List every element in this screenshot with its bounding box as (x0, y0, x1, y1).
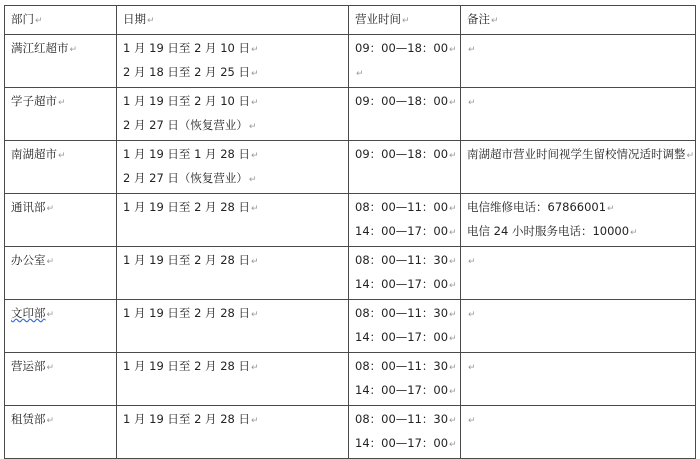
paragraph-mark-icon: ↵ (251, 45, 259, 55)
date-range: 1 月 19 日至 2 月 28 日 (123, 306, 250, 320)
business-hours: 14：00—17：00 (355, 383, 449, 397)
note-text: 电信 24 小时服务电话：10000 (467, 224, 630, 238)
paragraph-mark-icon: ↵ (402, 16, 410, 26)
note-text-line (467, 357, 695, 381)
paragraph-mark-icon: ↵ (251, 257, 259, 267)
paragraph-mark-icon: ↵ (630, 228, 638, 238)
business-hours-line (355, 222, 460, 246)
business-hours-line (355, 198, 460, 222)
paragraph-mark-icon: ↵ (251, 363, 259, 373)
business-hours: 14：00—17：00 (355, 436, 449, 450)
hours-cell (349, 194, 461, 247)
paragraph-mark-icon: ↵ (686, 151, 695, 161)
note-text-line (467, 410, 695, 434)
table-row (5, 406, 696, 459)
dept-cell (5, 88, 117, 141)
dept-name: 文印部 (11, 306, 46, 320)
header-cell-dept (5, 6, 117, 35)
date-range-line (123, 145, 348, 169)
date-range-line (123, 39, 348, 63)
hours-cell (349, 247, 461, 300)
note-text-line (467, 92, 695, 116)
date-cell (117, 35, 349, 88)
paragraph-mark-icon: ↵ (46, 363, 55, 373)
paragraph-mark-icon: ↵ (58, 98, 66, 108)
business-hours: 08：00—11：30 (355, 359, 449, 373)
paragraph-mark-icon: ↵ (251, 310, 259, 320)
note-cell (461, 406, 696, 459)
paragraph-mark-icon: ↵ (69, 45, 78, 55)
header-row (5, 6, 696, 35)
date-range-line (123, 63, 348, 87)
paragraph-mark-icon: ↵ (607, 204, 615, 214)
dept-name-line (11, 410, 116, 434)
paragraph-mark-icon: ↵ (46, 310, 55, 320)
dept-name: 办公室 (11, 253, 46, 267)
business-hours: 08：00—11：30 (355, 412, 449, 426)
note-text-line (467, 145, 695, 169)
paragraph-mark-icon: ↵ (449, 416, 457, 426)
date-cell (117, 406, 349, 459)
paragraph-mark-icon: ↵ (35, 16, 43, 26)
table-row (5, 194, 696, 247)
paragraph-mark-icon: ↵ (46, 257, 55, 267)
business-hours-line (355, 275, 460, 299)
note-text-line (467, 198, 695, 222)
hours-cell (349, 35, 461, 88)
date-range-line (123, 198, 348, 222)
paragraph-mark-icon: ↵ (468, 363, 476, 373)
header-label-dept: 部门 (11, 12, 34, 26)
business-hours-line (355, 39, 460, 63)
paragraph-mark-icon: ↵ (248, 175, 257, 185)
paragraph-mark-icon: ↵ (468, 310, 476, 320)
paragraph-mark-icon: ↵ (449, 257, 457, 267)
date-cell (117, 300, 349, 353)
table-row (5, 353, 696, 406)
paragraph-mark-icon: ↵ (46, 416, 55, 426)
note-text: 电信维修电话：67866001 (467, 200, 607, 214)
paragraph-mark-icon: ↵ (468, 98, 476, 108)
paragraph-mark-icon: ↵ (449, 310, 457, 320)
business-hours-line (355, 92, 460, 116)
note-text-line (467, 222, 695, 246)
paragraph-mark-icon: ↵ (248, 122, 257, 132)
dept-name-line (11, 357, 116, 381)
date-range-line (123, 410, 348, 434)
dept-cell (5, 35, 117, 88)
business-hours-line (355, 63, 460, 87)
dept-cell (5, 141, 117, 194)
paragraph-mark-icon: ↵ (251, 69, 259, 79)
date-cell (117, 141, 349, 194)
note-cell (461, 300, 696, 353)
date-range-line (123, 304, 348, 328)
dept-cell (5, 247, 117, 300)
hours-cell (349, 141, 461, 194)
note-cell (461, 88, 696, 141)
note-text-line (467, 304, 695, 328)
dept-name: 通讯部 (11, 200, 46, 214)
paragraph-mark-icon: ↵ (449, 98, 457, 108)
paragraph-mark-icon: ↵ (449, 45, 457, 55)
business-hours: 14：00—17：00 (355, 330, 449, 344)
business-hours: 09：00—18：00 (355, 94, 449, 108)
dept-cell (5, 353, 117, 406)
paragraph-mark-icon: ↵ (468, 416, 476, 426)
date-range-line (123, 169, 348, 193)
business-hours: 14：00—17：00 (355, 224, 449, 238)
table-row (5, 141, 696, 194)
paragraph-mark-icon: ↵ (449, 281, 457, 291)
date-range-line (123, 92, 348, 116)
table-body (5, 35, 696, 459)
note-text-line (467, 39, 695, 63)
hours-cell (349, 300, 461, 353)
date-range: 2 月 18 日至 2 月 25 日 (123, 65, 250, 79)
business-hours-line (355, 304, 460, 328)
dept-cell (5, 300, 117, 353)
dept-cell (5, 194, 117, 247)
date-cell (117, 88, 349, 141)
date-cell (117, 247, 349, 300)
date-cell (117, 194, 349, 247)
paragraph-mark-icon: ↵ (449, 228, 457, 238)
header-label-date: 日期 (123, 12, 146, 26)
paragraph-mark-icon: ↵ (449, 151, 457, 161)
table-row (5, 300, 696, 353)
note-cell (461, 141, 696, 194)
paragraph-mark-icon: ↵ (251, 98, 259, 108)
note-cell (461, 194, 696, 247)
date-range: 1 月 19 日至 2 月 28 日 (123, 412, 250, 426)
date-range-line (123, 251, 348, 275)
paragraph-mark-icon: ↵ (251, 204, 259, 214)
date-range: 1 月 19 日至 2 月 28 日 (123, 253, 250, 267)
paragraph-mark-icon: ↵ (147, 16, 155, 26)
dept-name-line (11, 92, 116, 116)
paragraph-mark-icon: ↵ (449, 440, 457, 450)
business-hours: 14：00—17：00 (355, 277, 449, 291)
header-label-note: 备注 (467, 12, 490, 26)
paragraph-mark-icon: ↵ (449, 363, 457, 373)
paragraph-mark-icon: ↵ (449, 387, 457, 397)
note-cell (461, 247, 696, 300)
business-hours-line (355, 357, 460, 381)
date-range: 1 月 19 日至 2 月 10 日 (123, 94, 250, 108)
hours-cell (349, 88, 461, 141)
business-hours-line (355, 251, 460, 275)
date-range: 1 月 19 日至 2 月 28 日 (123, 200, 250, 214)
date-range: 1 月 19 日至 2 月 10 日 (123, 41, 250, 55)
dept-name-line (11, 251, 116, 275)
date-range: 2 月 27 日（恢复营业） (123, 171, 248, 185)
header-cell-note (461, 6, 696, 35)
paragraph-mark-icon: ↵ (46, 204, 55, 214)
paragraph-mark-icon: ↵ (251, 416, 259, 426)
business-hours: 08：00—11：30 (355, 306, 449, 320)
note-cell (461, 35, 696, 88)
table-row (5, 35, 696, 88)
date-range: 1 月 19 日至 2 月 28 日 (123, 359, 250, 373)
business-hours: 09：00—18：00 (355, 41, 449, 55)
paragraph-mark-icon: ↵ (449, 334, 457, 344)
dept-cell (5, 406, 117, 459)
note-text-line (467, 251, 695, 275)
business-hours-line (355, 328, 460, 352)
header-cell-hours (349, 6, 461, 35)
paragraph-mark-icon: ↵ (251, 151, 259, 161)
table-row (5, 88, 696, 141)
date-cell (117, 353, 349, 406)
business-hours-line (355, 381, 460, 405)
date-range: 1 月 19 日至 1 月 28 日 (123, 147, 250, 161)
business-hours-line (355, 434, 460, 458)
business-hours-line (355, 145, 460, 169)
dept-name: 营运部 (11, 359, 46, 373)
dept-name: 租赁部 (11, 412, 46, 426)
note-cell (461, 353, 696, 406)
dept-name: 南湖超市 (11, 147, 57, 161)
dept-name-line (11, 198, 116, 222)
header-cell-date (117, 6, 349, 35)
table-row (5, 247, 696, 300)
note-text: 南湖超市营业时间视学生留校情况适时调整 (467, 147, 686, 161)
paragraph-mark-icon: ↵ (468, 45, 476, 55)
paragraph-mark-icon: ↵ (449, 204, 457, 214)
dept-name-line (11, 39, 116, 63)
dept-name: 满江红超市 (11, 41, 69, 55)
hours-cell (349, 353, 461, 406)
paragraph-mark-icon: ↵ (491, 16, 499, 26)
dept-name-line (11, 304, 116, 328)
dept-name-line (11, 145, 116, 169)
business-hours: 09：00—18：00 (355, 147, 449, 161)
date-range-line (123, 116, 348, 140)
business-hours: 08：00—11：30 (355, 253, 449, 267)
header-label-hours: 营业时间 (355, 12, 401, 26)
business-hours: 08：00—11：00 (355, 200, 449, 214)
hours-cell (349, 406, 461, 459)
date-range-line (123, 357, 348, 381)
date-range: 2 月 27 日（恢复营业） (123, 118, 248, 132)
paragraph-mark-icon: ↵ (58, 151, 66, 161)
paragraph-mark-icon: ↵ (468, 257, 476, 267)
business-hours-line (355, 410, 460, 434)
schedule-table (4, 5, 696, 459)
dept-name: 学子超市 (11, 94, 57, 108)
paragraph-mark-icon: ↵ (356, 69, 364, 79)
table-header (5, 6, 696, 35)
